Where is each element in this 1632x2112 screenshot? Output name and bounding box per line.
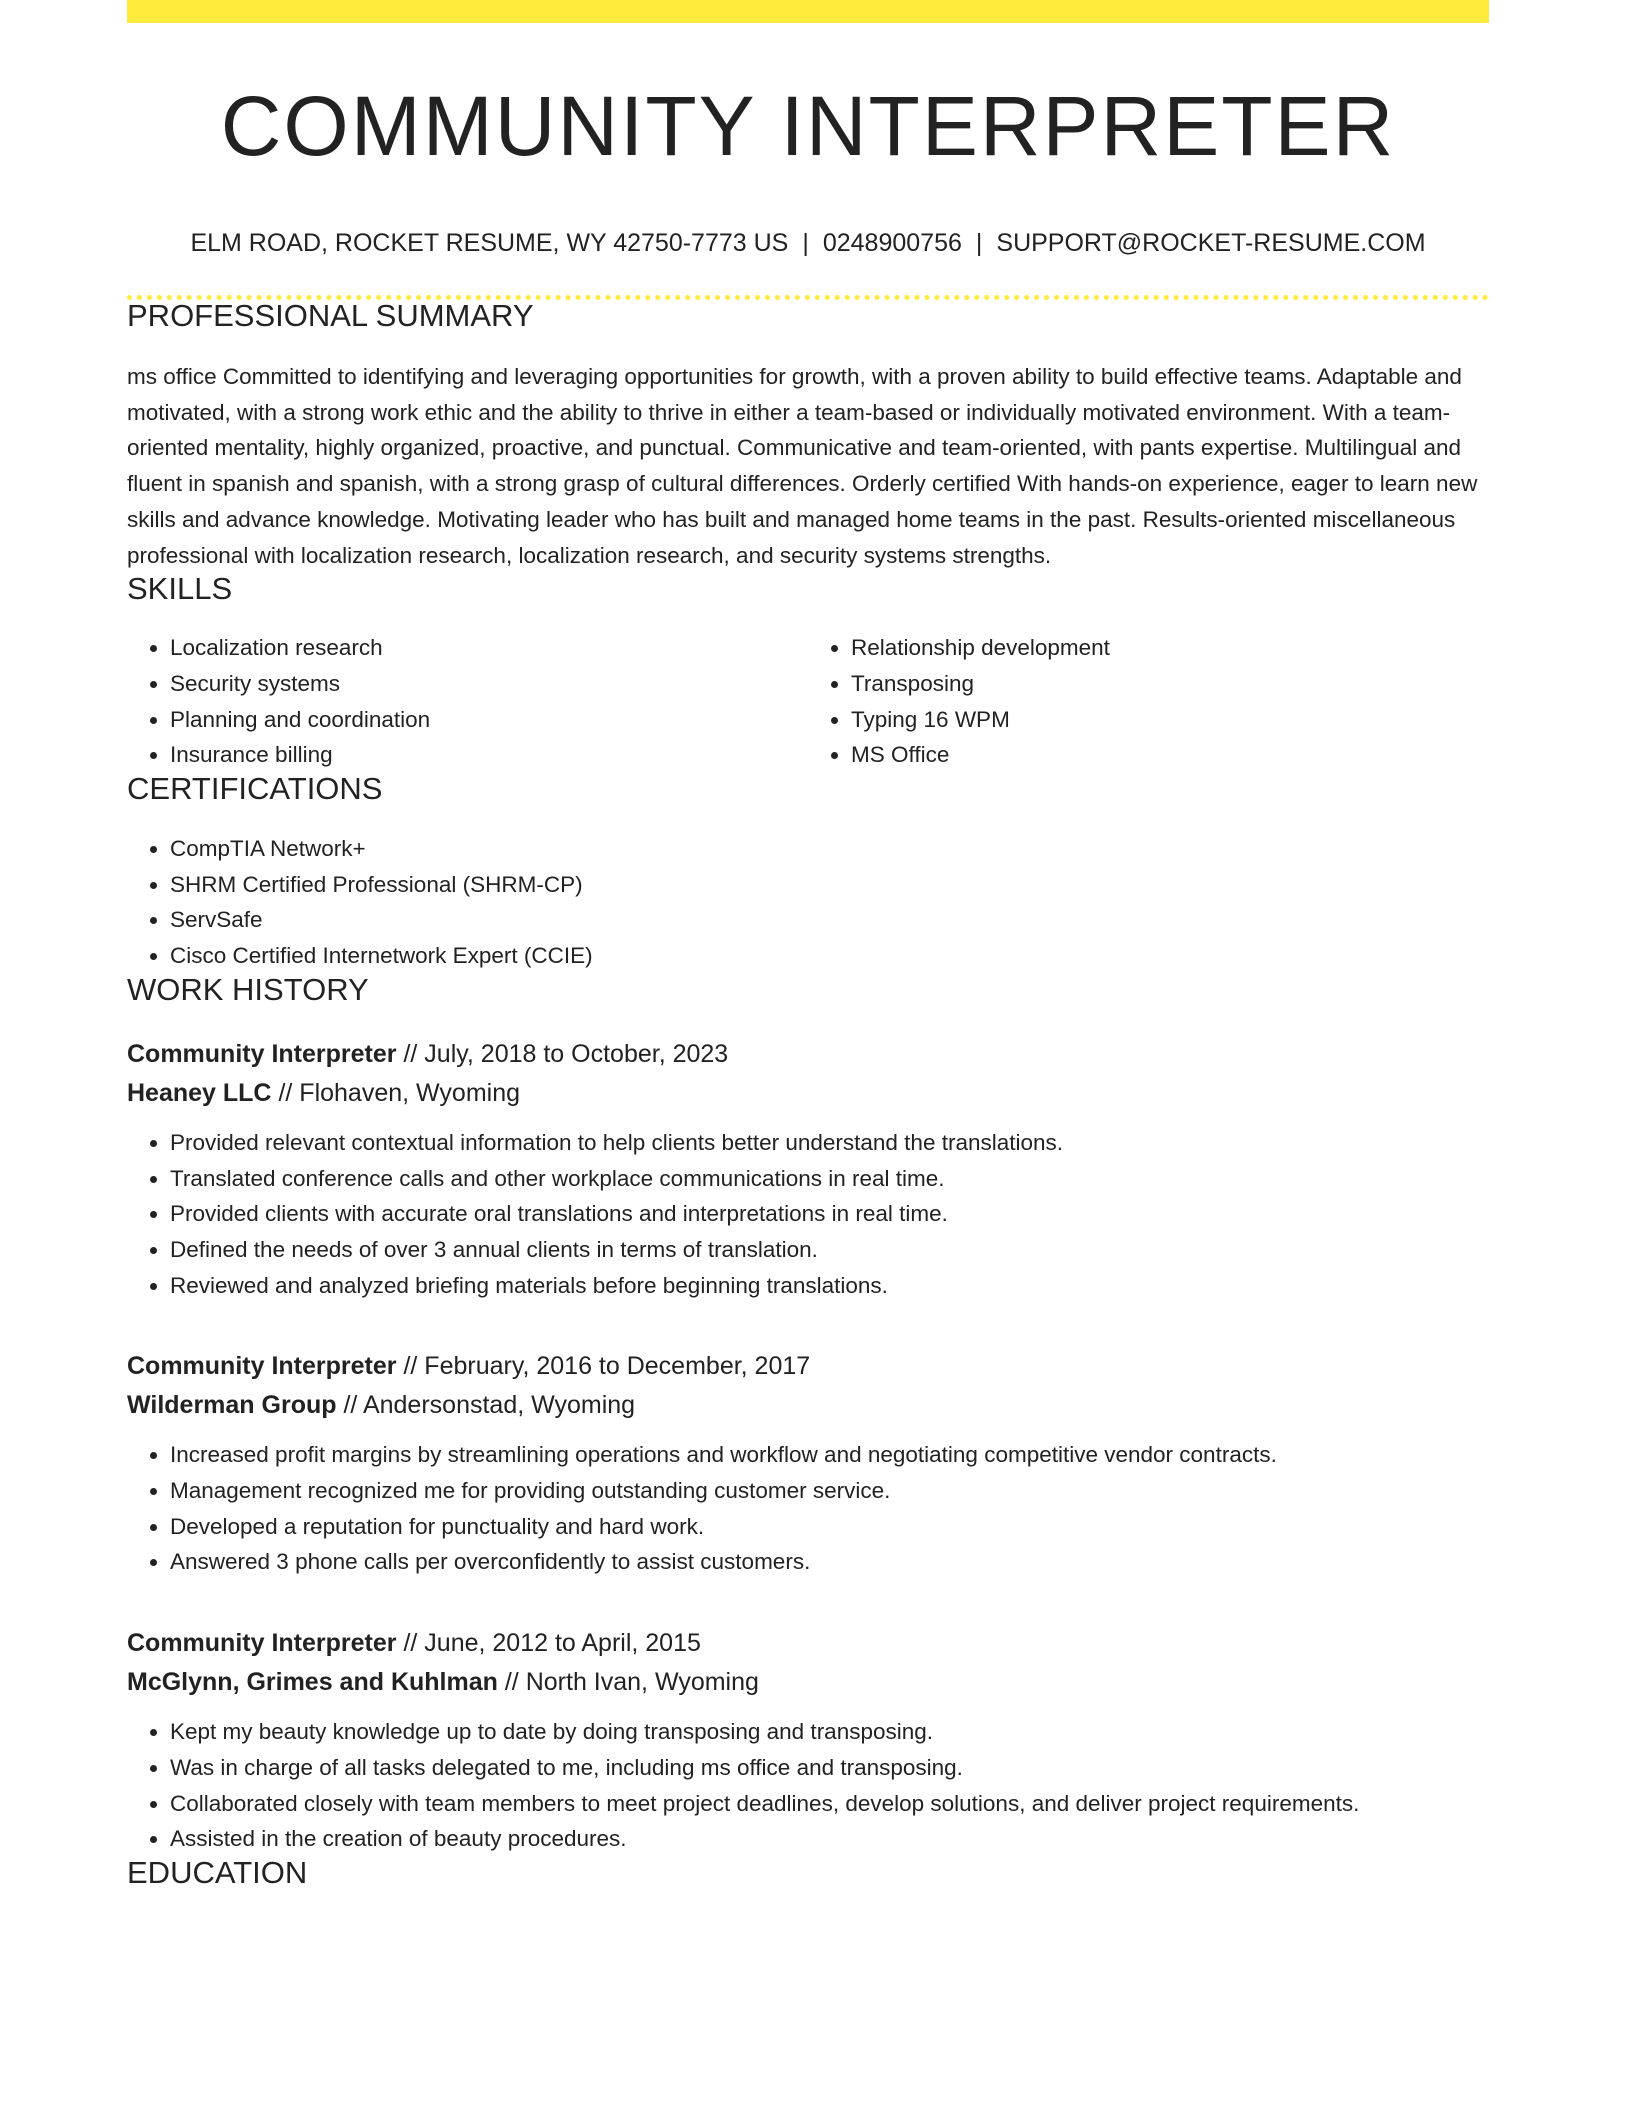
contact-separator: | [975, 229, 983, 257]
job-separator: // [403, 1629, 418, 1658]
job-bullet: • Provided clients with accurate oral translations and interpretations in real time. [170, 1196, 1489, 1232]
job-bullet: • Answered 3 phone calls per overconfidently to assist customers. [170, 1544, 1489, 1580]
skill-item: • MS Office [851, 737, 1489, 773]
certification-item: • Cisco Certified Internetwork Expert (CCIE) [170, 938, 1489, 974]
job-company: Heaney LLC [127, 1078, 272, 1107]
skills-column-left [127, 630, 808, 773]
skill-item: • Typing 16 WPM [851, 702, 1489, 738]
job-bullet: • Collaborated closely with team members to meet project deadlines, develop solutions, and deliver project requirements. [170, 1786, 1489, 1822]
job-dates: July, 2018 to October, 2023 [424, 1039, 729, 1068]
top-accent-bar [127, 0, 1489, 23]
certifications-list [127, 831, 1489, 974]
job-dates: February, 2016 to December, 2017 [424, 1352, 811, 1381]
skills-list [127, 630, 1489, 773]
job-title-line [127, 1035, 1489, 1074]
job-bullet: • Assisted in the creation of beauty procedures. [170, 1821, 1489, 1857]
resume-name: COMMUNITY INTERPRETER [220, 79, 1396, 173]
job-title-line [127, 1347, 1489, 1386]
job-company-line [127, 1386, 1489, 1425]
job-company: Wilderman Group [127, 1391, 337, 1420]
job-location: Flohaven, Wyoming [299, 1078, 520, 1107]
job-role: Community Interpreter [127, 1039, 397, 1068]
job-bullet: • Developed a reputation for punctuality and hard work. [170, 1509, 1489, 1545]
job-role: Community Interpreter [127, 1352, 397, 1381]
certification-item: • CompTIA Network+ [170, 831, 1489, 867]
job-bullet: • Kept my beauty knowledge up to date by doing transposing and transposing. [170, 1714, 1489, 1750]
job-company-line [127, 1074, 1489, 1113]
job-bullet: • Translated conference calls and other workplace communications in real time. [170, 1161, 1489, 1197]
contact-separator: | [802, 229, 809, 257]
summary-heading: PROFESSIONAL SUMMARY [127, 298, 534, 333]
skills-heading: SKILLS [127, 571, 233, 607]
contact-line [127, 231, 1489, 256]
job-separator: // [403, 1039, 418, 1068]
skill-item: • Insurance billing [170, 737, 808, 773]
certification-item: • SHRM Certified Professional (SHRM-CP) [170, 867, 1489, 903]
resume-page [127, 0, 1489, 1888]
job-bullet: • Defined the needs of over 3 annual clients in terms of translation. [170, 1232, 1489, 1268]
job-bullet: • Was in charge of all tasks delegated to me, including ms office and transposing. [170, 1750, 1489, 1786]
job-bullets [127, 1714, 1489, 1857]
skill-item: • Planning and coordination [170, 702, 808, 738]
summary-text: ms office Committed to identifying and leveraging opportunities for growth, with a proven ability to build effective teams. Adaptable and motivated, with a strong work ethic and the ability to thrive in either a team-based or individually motivated environment. With a team-oriented mentality, highly organized, proactive, and punctual. Communicative and team-oriented, with pants expertise. Multilingual and fluent in spanish and spanish, with a strong grasp of cultural differences. Orderly certified With hands-on experience, eager to learn new skills and advance knowledge. Motivating leader who has built and managed home teams in the past. Results-oriented miscellaneous professional with localization research, localization research, and security systems strengths. [127, 364, 1478, 568]
job-separator: // [278, 1078, 293, 1107]
job-location: Andersonstad, Wyoming [362, 1391, 636, 1420]
job-entry [127, 1624, 1489, 1857]
work-history-heading: WORK HISTORY [127, 971, 369, 1007]
job-bullet: • Provided relevant contextual information to help clients better understand the translations. [170, 1125, 1489, 1161]
job-bullet: • Reviewed and analyzed briefing materials before beginning translations. [170, 1268, 1489, 1304]
skill-item: • Relationship development [851, 630, 1489, 666]
job-dates: June, 2012 to April, 2015 [424, 1629, 701, 1658]
job-separator: // [403, 1352, 418, 1381]
job-company-line [127, 1663, 1489, 1702]
job-bullets [127, 1125, 1489, 1304]
education-heading: EDUCATION [127, 1854, 308, 1890]
contact-email: SUPPORT@ROCKET-RESUME.COM [996, 229, 1426, 257]
job-separator: // [504, 1668, 519, 1697]
job-location: North Ivan, Wyoming [525, 1668, 759, 1697]
job-role: Community Interpreter [127, 1629, 397, 1658]
job-bullet: • Management recognized me for providing outstanding customer service. [170, 1473, 1489, 1509]
job-company: McGlynn, Grimes and Kuhlman [127, 1668, 498, 1697]
certifications-heading: CERTIFICATIONS [127, 771, 383, 807]
job-separator: // [343, 1391, 358, 1420]
job-entry [127, 1347, 1489, 1580]
job-bullet: • Increased profit margins by streamlining operations and workflow and negotiating competitive vendor contracts. [170, 1437, 1489, 1473]
job-entry [127, 1035, 1489, 1304]
contact-address: ELM ROAD, ROCKET RESUME, WY 42750-7773 US [190, 229, 789, 257]
skill-item: • Security systems [170, 666, 808, 702]
certification-item: • ServSafe [170, 902, 1489, 938]
contact-phone: 0248900756 [822, 229, 962, 257]
skill-item: • Transposing [851, 666, 1489, 702]
skill-item: • Localization research [170, 630, 808, 666]
skills-column-right [808, 630, 1489, 773]
job-title-line [127, 1624, 1489, 1663]
job-bullets [127, 1437, 1489, 1580]
